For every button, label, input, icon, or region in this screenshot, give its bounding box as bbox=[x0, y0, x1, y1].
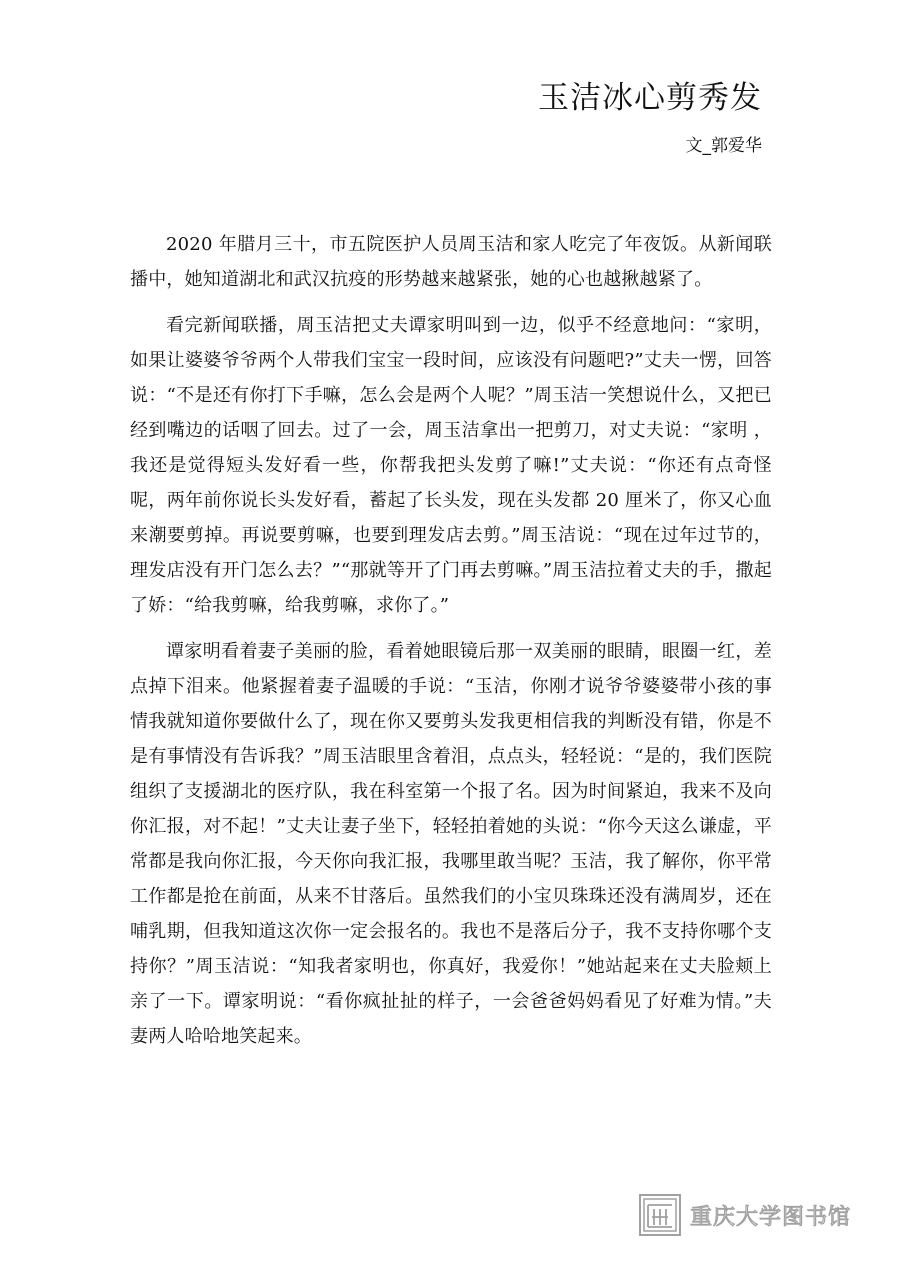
library-emblem-icon bbox=[638, 1193, 682, 1237]
article-body bbox=[130, 227, 772, 1065]
paragraph-2: 看完新闻联播，周玉洁把丈夫谭家明叫到一边，似乎不经意地问：“家明，如果让婆婆爷爷两个人带我们宝宝一段时间，应该没有问题吧?”丈夫一愣，回答说：“不是还有你打下手嘛，怎么会是两个人呢？”周玉洁一笑想说什么，又把已经到嘴边的话咽了回去。过了一会，周玉洁拿出一把剪刀，对丈夫说：“家明 ，我还是觉得短头发好看一些，你帮我把头发剪了嘛!”丈夫说：“你还有点奇怪呢，两年前你说长头发好看，蓄起了长头发，现在头发都 20 厘米了，你又心血来潮要剪掉。再说要剪嘛，也要到理发店去剪。”周玉洁说：“现在过年过节的，理发店没有开门怎么去？”“那就等开了门再去剪嘛。”周玉洁拉着丈夫的手，撒起了娇：“给我剪嘛，给我剪嘛，求你了。” bbox=[130, 315, 772, 616]
watermark-text: 重庆大学图书馆 bbox=[690, 1204, 852, 1230]
paragraph-3: 谭家明看着妻子美丽的脸，看着她眼镜后那一双美丽的眼睛，眼圈一红，差点掉下泪来。他紧握着妻子温暖的手说：“玉洁，你刚才说爷爷婆婆带小孩的事情我就知道你要做什么了，现在你又要剪头发我更相信我的判断没有错，你是不是有事情没有告诉我？”周玉洁眼里含着泪，点点头，轻轻说：“是的，我们医院组织了支援湖北的医疗队，我在科室第一个报了名。因为时间紧迫，我来不及向你汇报，对不起！”丈夫让妻子坐下，轻轻拍着她的头说：“你今天这么谦虚，平常都是我向你汇报，今天你向我汇报，我哪里敢当呢？玉洁，我了解你，你平常工作都是抢在前面，从来不甘落后。虽然我们的小宝贝珠珠还没有满周岁，还在哺乳期，但我知道这次你一定会报名的。我也不是落后分子，我不支持你哪个支持你？”周玉洁说：“知我者家明也，你真好，我爱你！”她站起来在丈夫脸颊上亲了一下。谭家明说：“看你疯扯扯的样子，一会爸爸妈妈看见了好难为情。”夫妻两人哈哈地笑起来。 bbox=[130, 641, 772, 1047]
article-byline: 文_郭爱华 bbox=[685, 136, 762, 156]
library-watermark bbox=[638, 1190, 868, 1240]
paragraph-1: 2020 年腊月三十，市五院医护人员周玉洁和家人吃完了年夜饭。从新闻联播中，她知道湖北和武汉抗疫的形势越来越紧张，她的心也越揪越紧了。 bbox=[130, 234, 772, 290]
article-title: 玉洁冰心剪秀发 bbox=[538, 80, 762, 116]
